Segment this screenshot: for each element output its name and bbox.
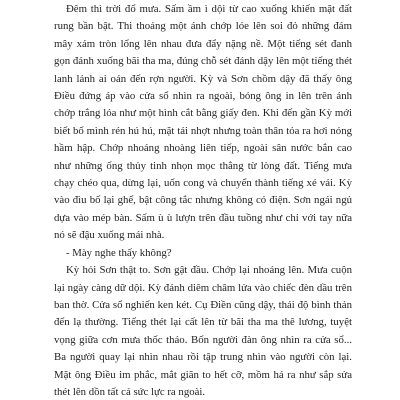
- text-column: [54, 1, 352, 400]
- paragraph-dialogue: - Mày nghe thấy không?: [66, 246, 172, 259]
- paragraph-3: Kỳ hỏi Sơn thật to. Sơn gật đầu. Chớp lại nhoáng lên. Mưa cuộn lại ngày càng dữ dội. Kỳ đánh diêm châm lửa vào chiếc đèn dầu trên ban thờ. Cửa sổ nghiến ken két. Cụ Điền cũng dậy, thái độ bình thản đến lạ thường. Tiếng thét lại cất lên từ bãi tha ma thê lương, tuyệt vọng giữa cơn mưa thốc tháo. Bốn người đàn ông nhìn ra cửa sổ... Ba người quay lại nhìn nhau rồi tập trung nhìn vào người còn lại. Mặt ông Điều im phắc, mắt giãn to hết cỡ, mồm há ra như sắp sửa thét lên dồn tất cả sức lực ra ngoài.: [54, 264, 352, 398]
- paragraph-1: Đêm thì trời đổ mưa. Sấm ầm ì dội từ cao xuống khiến mặt đất rung bần bật. Thi thoảng một ánh chớp lóe lên soi đỏ những đám mây xám tròn lổng lên nhau đưa đẩy nặng nề. Một tiếng sét đanh gọn đánh xuống bãi tha ma, đúng chỗ sét đánh dậy lên một tiếng thét lanh lảnh ai oán đến rợn người. Kỳ và Sơn chồm dậy đã thấy ông Điều đứng áp vào cửa sổ nhìn ra ngoài, bóng ông in lên trên ánh chớp trắng lóa như một hình cắt bằng giấy đen. Khi đến gần Kỳ mới biết bố mình rén hú hú, mặt tái nhợt nhưng toàn thân tỏa ra hơi nóng hầm hập. Chớp nhoáng nhoàng liên tiếp, ngoài sân nước bắn cao như những ống thủy tinh nhọn mọc thẳng từ lòng đất. Tiếng mưa chạy chéo qua, dừng lại, uốn cong và chuyển thành tiếng xé vải. Kỳ vào đìu bố lại ghế, bật công tắc nhưng không có điện. Sơn ngái ngủ dựa vào mép bàn. Sấm ù ù lượn trên đầu tuồng như chỉ với tay nữa nó sẽ đậu xuống mái nhà.: [54, 3, 352, 242]
